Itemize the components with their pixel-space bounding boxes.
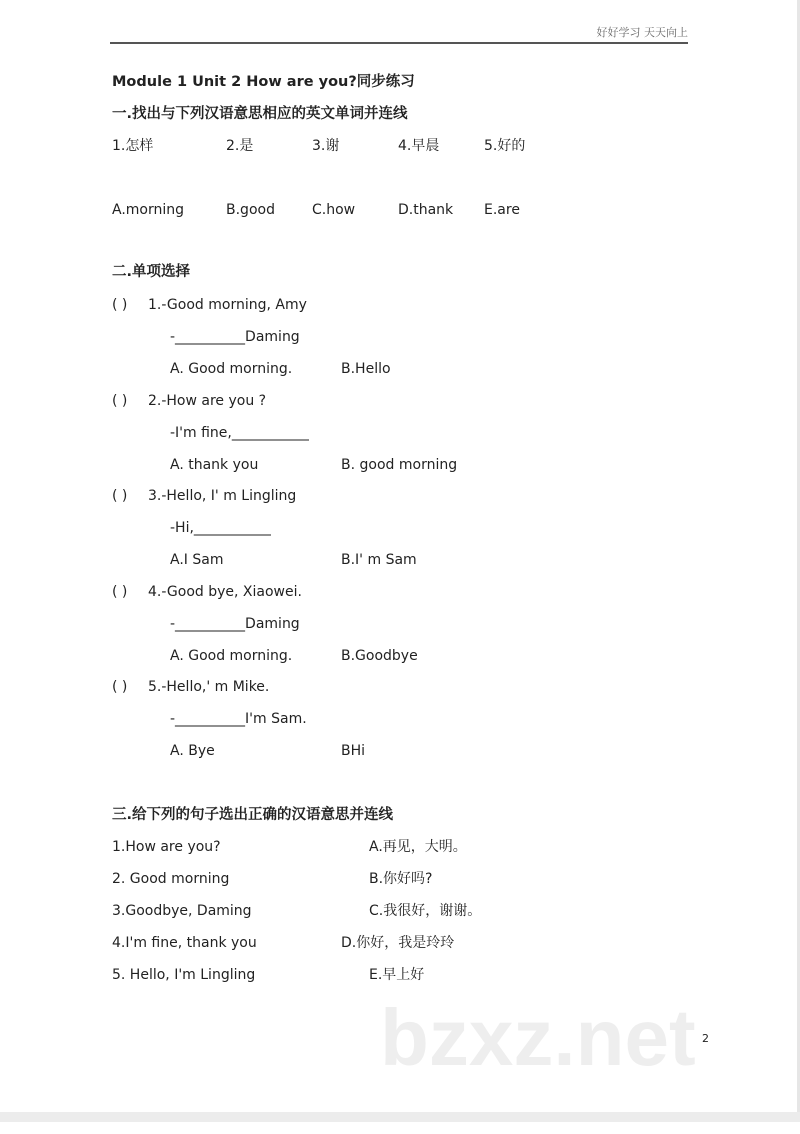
answer-blank: ( ) (112, 488, 128, 505)
chinese-meaning: D.你好，我是玲玲 (341, 935, 455, 951)
english-sentence: 5. Hello, I'm Lingling (112, 967, 256, 983)
section1-heading: 一.找出与下列汉语意思相应的英文单词并连线 (112, 106, 408, 122)
chinese-word: 2.是 (226, 138, 254, 154)
answer-blank: ( ) (112, 679, 128, 696)
english-sentence: 4.I'm fine, thank you (112, 935, 257, 951)
question-text: 5.-Hello,' m Mike. (148, 679, 270, 696)
english-word: D.thank (398, 202, 454, 218)
page-number: 2 (702, 1032, 709, 1045)
option-b: B.I' m Sam (341, 552, 417, 569)
reply-text: -Hi,___________ (170, 520, 271, 537)
chinese-word: 4.早晨 (398, 138, 440, 154)
reply-text: -__________Daming (170, 329, 300, 345)
section3-heading: 三.给下列的句子选出正确的汉语意思并连线 (112, 807, 394, 823)
option-a: A. thank you (170, 456, 259, 473)
document-title: Module 1 Unit 2 How are you?同步练习 (112, 74, 415, 90)
option-b: B.Hello (341, 361, 391, 377)
header-rule (110, 42, 688, 44)
answer-blank: ( ) (112, 297, 128, 313)
english-sentence: 2. Good morning (112, 871, 230, 887)
chinese-meaning: C.我很好，谢谢。 (369, 903, 482, 919)
option-b: BHi (341, 743, 366, 760)
chinese-meaning: B.你好吗? (369, 871, 433, 887)
page-separator (0, 1112, 800, 1122)
reply-text: -__________Daming (170, 615, 300, 632)
chinese-word: 1.怎样 (112, 138, 154, 154)
question-text: 2.-How are you ? (148, 392, 267, 409)
english-word: A.morning (112, 202, 185, 218)
english-sentence: 1.How are you? (112, 839, 221, 855)
chinese-meaning: E.早上好 (369, 967, 425, 983)
question-text: 3.-Hello, I' m Lingling (148, 488, 297, 505)
answer-blank: ( ) (112, 392, 128, 409)
page-header: 好好学习 天天向上 (596, 26, 688, 39)
option-a: A. Good morning. (170, 647, 293, 664)
english-word: C.how (312, 202, 356, 218)
section2-heading: 二.单项选择 (112, 264, 191, 280)
option-b: B.Goodbye (341, 647, 418, 664)
reply-text: -__________I'm Sam. (170, 711, 307, 728)
question-text: 1.-Good morning, Amy (148, 297, 307, 313)
question-text: 4.-Good bye, Xiaowei. (148, 583, 302, 600)
chinese-word: 3.谢 (312, 138, 340, 154)
reply-text: -I'm fine,___________ (170, 424, 309, 441)
option-a: A. Bye (170, 743, 215, 760)
chinese-meaning: A.再见，大明。 (369, 839, 467, 855)
answer-blank: ( ) (112, 583, 128, 600)
option-a: A.I Sam (170, 552, 224, 569)
english-word: B.good (226, 202, 275, 218)
english-sentence: 3.Goodbye, Daming (112, 903, 252, 919)
watermark: bzxz.net (380, 993, 696, 1082)
chinese-word: 5.好的 (484, 138, 526, 154)
english-word: E.are (484, 202, 520, 218)
option-b: B. good morning (341, 456, 458, 473)
option-a: A. Good morning. (170, 361, 293, 377)
